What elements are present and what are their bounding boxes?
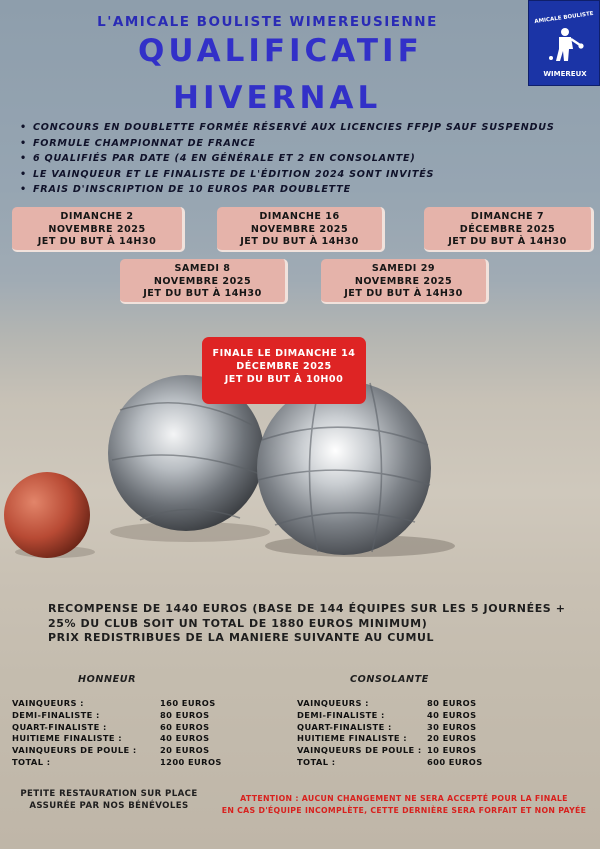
prize-row xyxy=(297,722,483,734)
date-time: JET DU BUT À 14H30 xyxy=(240,236,359,247)
date-month: NOVEMBRE 2025 xyxy=(153,275,252,287)
prize-label: DEMI-FINALISTE : xyxy=(12,709,100,720)
rules-list xyxy=(20,120,555,198)
logo-bottom-text: WIMEREUX xyxy=(543,70,587,78)
date-month: NOVEMBRE 2025 xyxy=(48,223,146,235)
final-line-2: DÉCEMBRE 2025 xyxy=(236,361,332,372)
date-box xyxy=(120,259,288,304)
prize-row xyxy=(12,757,222,769)
date-box xyxy=(424,207,594,252)
prize-row xyxy=(12,698,222,710)
prize-row xyxy=(12,710,222,722)
restauration-line-1: PETITE RESTAURATION SUR PLACE xyxy=(20,789,198,799)
boule-front xyxy=(257,381,431,555)
rule-item: • CONCOURS EN DOUBLETTE FORMÉE RÉSERVÉ AUX LICENCIES FFPJP SAUF SUSPENDUS xyxy=(20,120,555,136)
rule-item: • 6 QUALIFIÉS PAR DATE (4 EN GÉNÉRALE ET 2 EN CONSOLANTE) xyxy=(20,151,555,167)
honneur-heading: HONNEUR xyxy=(78,674,137,685)
prize-value: 160 EUROS xyxy=(160,698,216,708)
prize-label: DEMI-FINALISTE : xyxy=(297,709,385,720)
final-line-3: JET DU BUT À 10H00 xyxy=(224,374,344,385)
prize-value: 40 EUROS xyxy=(427,709,477,720)
prize-row xyxy=(297,757,483,769)
warning-line-1: ATTENTION : AUCUN CHANGEMENT NE SERA ACCEPTÉ POUR LA FINALE xyxy=(240,794,568,803)
consolante-prize-list xyxy=(297,698,483,769)
prize-label: VAINQUEURS : xyxy=(12,698,84,708)
date-day: SAMEDI 29 xyxy=(371,263,436,274)
prize-label: TOTAL : xyxy=(12,756,51,767)
prize-row xyxy=(297,698,483,710)
date-day: SAMEDI 8 xyxy=(174,263,231,274)
prize-label: VAINQUEURS DE POULE : xyxy=(297,745,422,756)
prize-label: QUART-FINALISTE : xyxy=(297,721,392,732)
date-month: DÉCEMBRE 2025 xyxy=(459,223,556,235)
petanque-player-icon xyxy=(545,25,585,63)
prize-row xyxy=(12,722,222,734)
prize-label: QUART-FINALISTE : xyxy=(12,721,107,732)
date-month: NOVEMBRE 2025 xyxy=(354,275,453,287)
reward-line-3: PRIX REDISTRIBUES DE LA MANIERE SUIVANTE AU CUMUL xyxy=(48,631,435,644)
title-line-1: QUALIFICATIF xyxy=(138,33,423,69)
prize-label: VAINQUEURS : xyxy=(297,698,369,708)
date-time: JET DU BUT À 14H30 xyxy=(448,236,567,247)
restauration-line-2: ASSURÉE PAR NOS BÉNÉVOLES xyxy=(29,801,189,811)
date-box xyxy=(12,207,185,252)
honneur-prize-list xyxy=(12,698,222,769)
club-logo xyxy=(528,0,600,86)
prize-value: 20 EUROS xyxy=(160,745,210,756)
date-day: DIMANCHE 16 xyxy=(259,211,340,222)
date-day: DIMANCHE 7 xyxy=(470,211,545,222)
final-line-1: FINALE LE DIMANCHE 14 xyxy=(212,348,356,359)
prize-value: 20 EUROS xyxy=(427,733,477,744)
logo-top-text: AMICALE BOULISTE xyxy=(534,10,594,26)
prize-value: 1200 EUROS xyxy=(160,756,222,767)
prize-value: 10 EUROS xyxy=(427,745,477,756)
jack-ball xyxy=(4,472,90,558)
date-month: NOVEMBRE 2025 xyxy=(250,223,349,235)
date-time: JET DU BUT À 14H30 xyxy=(143,288,262,299)
date-day: DIMANCHE 2 xyxy=(60,211,134,222)
prize-row xyxy=(297,733,483,745)
prize-row xyxy=(297,710,483,722)
consolante-heading: CONSOLANTE xyxy=(350,674,429,685)
final-box xyxy=(202,337,366,404)
prize-value: 80 EUROS xyxy=(160,709,210,720)
club-name: L'AMICALE BOULISTE WIMEREUSIENNE xyxy=(97,14,438,30)
warning-note xyxy=(210,793,598,817)
reward-line-1: RECOMPENSE DE 1440 EUROS (BASE DE 144 ÉQUIPES SUR LES 5 JOURNÉES + xyxy=(48,602,566,615)
reward-text xyxy=(48,602,588,646)
date-time: JET DU BUT À 14H30 xyxy=(344,288,463,299)
rule-item: • FORMULE CHAMPIONNAT DE FRANCE xyxy=(20,136,555,152)
prize-value: 80 EUROS xyxy=(427,698,477,708)
prize-row xyxy=(297,745,483,757)
warning-line-2: EN CAS D'ÉQUIPE INCOMPLÈTE, CETTE DERNIÈRE SERA FORFAIT ET NON PAYÉE xyxy=(221,806,587,815)
prize-row xyxy=(12,745,222,757)
prize-value: 40 EUROS xyxy=(160,733,210,744)
prize-label: VAINQUEURS DE POULE : xyxy=(12,745,137,756)
prize-row xyxy=(12,733,222,745)
rule-item: • LE VAINQUEUR ET LE FINALISTE DE L'ÉDITION 2024 SONT INVITÉS xyxy=(20,167,555,183)
prize-label: HUITIEME FINALISTE : xyxy=(12,733,122,744)
date-time: JET DU BUT À 14H30 xyxy=(37,236,157,247)
prize-value: 600 EUROS xyxy=(427,756,483,767)
prize-label: TOTAL : xyxy=(297,756,336,767)
prize-value: 30 EUROS xyxy=(427,721,477,732)
title-line-2: HIVERNAL xyxy=(173,80,382,116)
date-box xyxy=(321,259,489,304)
restauration-note xyxy=(6,788,212,812)
reward-line-2: 25% DU CLUB SOIT UN TOTAL DE 1880 EUROS MINIMUM) xyxy=(48,616,428,630)
prize-label: HUITIEME FINALISTE : xyxy=(297,733,407,744)
prize-value: 60 EUROS xyxy=(160,721,210,732)
rule-item: • FRAIS D'INSCRIPTION DE 10 EUROS PAR DOUBLETTE xyxy=(20,182,555,198)
date-box xyxy=(217,207,385,252)
